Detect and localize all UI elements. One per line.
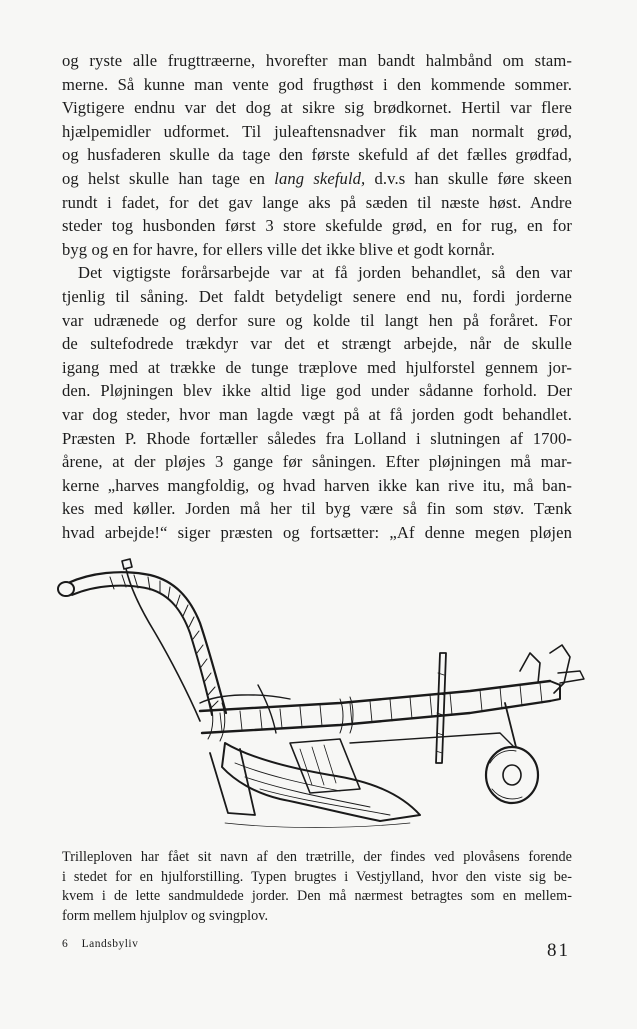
body-line bbox=[62, 49, 572, 73]
body-text-segment: var udrænede og derfor sure og kolde til langt hen på foråret. For bbox=[62, 310, 572, 330]
body-text-segment: byg og en for havre, for ellers ville det ikke blive et godt kornår. bbox=[62, 239, 496, 259]
body-line bbox=[62, 261, 572, 285]
body-text-segment: de sultefodrede trækdyr var det et strængt arbejde, når de skulle bbox=[62, 334, 572, 354]
body-line bbox=[62, 96, 572, 120]
signature-title: Landsbyliv bbox=[81, 938, 139, 950]
body-line bbox=[62, 403, 572, 427]
body-line bbox=[62, 238, 572, 262]
body-text-segment: og ryste alle frugttræerne, hvorefter man bandt halmbånd om stam- bbox=[62, 51, 572, 70]
body-text-segment: Præsten P. Rhode fortæller således fra Lolland i slutningen af 1700- bbox=[62, 428, 572, 448]
body-text-segment: årene, at der pløjes 3 gange før såningen. Efter pløjningen må mar- bbox=[62, 452, 572, 472]
figure-caption bbox=[62, 848, 572, 926]
emphasis-text: lang skefuld, bbox=[274, 168, 366, 188]
signature-number: 6 bbox=[62, 938, 69, 950]
body-line bbox=[62, 191, 572, 215]
body-text-segment: hjælpemidler udformet. Til juleaftensnadver fik man normalt grød, bbox=[62, 121, 572, 141]
body-line bbox=[62, 143, 572, 167]
body-text-segment: igang med at trække de tunge træplove med hjulforstel gennem jor- bbox=[62, 357, 572, 377]
body-line bbox=[62, 450, 572, 474]
body-line bbox=[62, 332, 572, 356]
body-text-segment: d.v.s han skulle føre skeen bbox=[365, 168, 572, 188]
body-line bbox=[62, 474, 572, 498]
body-text-segment: tjenlig til såning. Det faldt betydeligt senere end nu, fordi jorderne bbox=[62, 286, 572, 306]
body-line bbox=[62, 379, 572, 403]
body-text-segment: merne. Så kunne man vente god frugthøst i den kommende sommer. bbox=[62, 74, 572, 94]
page-number: 81 bbox=[547, 940, 570, 961]
body-text-segment: kerne „harves mangfoldig, og hvad harven ikke kan rive itu, må ban- bbox=[62, 475, 572, 495]
body-text-segment: kes med køller. Jorden må her til byg være så fin som støv. Tænk bbox=[62, 499, 572, 519]
body-text-segment: Det vigtigste forårsarbejde var at få jorden behandlet, så den var bbox=[78, 263, 572, 283]
body-line bbox=[62, 309, 572, 333]
caption-line: i stedet for en hjulforstilling. Typen brugtes i Vestjylland, hvor den viste sig be- bbox=[62, 868, 572, 885]
body-text-segment: hvad arbejde!“ siger præsten og fortsætter: „Af denne megen pløjen bbox=[62, 522, 572, 542]
body-text-segment: var dog steder, hvor man lagde vægt på at få jorden godt behandlet. bbox=[62, 404, 572, 424]
body-text-segment: og helst skulle han tage en bbox=[62, 168, 275, 188]
body-line bbox=[62, 521, 572, 545]
body-line bbox=[62, 214, 572, 238]
body-line bbox=[62, 167, 572, 191]
body-line bbox=[62, 497, 572, 521]
body-line bbox=[62, 120, 572, 144]
body-line bbox=[62, 285, 572, 309]
body-line bbox=[62, 73, 572, 97]
body-text bbox=[62, 49, 572, 544]
caption-line: form mellem hjulplov og svingplov. bbox=[62, 907, 269, 924]
body-text-segment: rundt i fadet, for det gav lange aks på sæden til næste høst. Andre bbox=[62, 192, 572, 212]
body-text-segment: og husfaderen skulle da tage den første skefuld af det fælles grødfad, bbox=[62, 145, 572, 165]
body-line bbox=[62, 356, 572, 380]
body-text-segment: den. Pløjningen blev ikke altid lige god under sådanne forhold. Der bbox=[62, 381, 572, 401]
body-text-segment: Vigtigere endnu var det dog at sikre sig brødkornet. Hertil var flere bbox=[62, 98, 572, 118]
signature-mark bbox=[62, 938, 138, 950]
body-line bbox=[62, 427, 572, 451]
caption-line: Trilleploven har fået sit navn af den trætrille, der findes ved plovåsens forende bbox=[62, 849, 572, 865]
caption-line: kvem i de lette sandmuldede jorder. Den må nærmest betragtes som en mellem- bbox=[62, 888, 572, 905]
plough-illustration bbox=[50, 553, 590, 841]
body-text-segment: steder tog husbonden først 3 store skefulde grød, en for rug, en for bbox=[62, 216, 572, 236]
